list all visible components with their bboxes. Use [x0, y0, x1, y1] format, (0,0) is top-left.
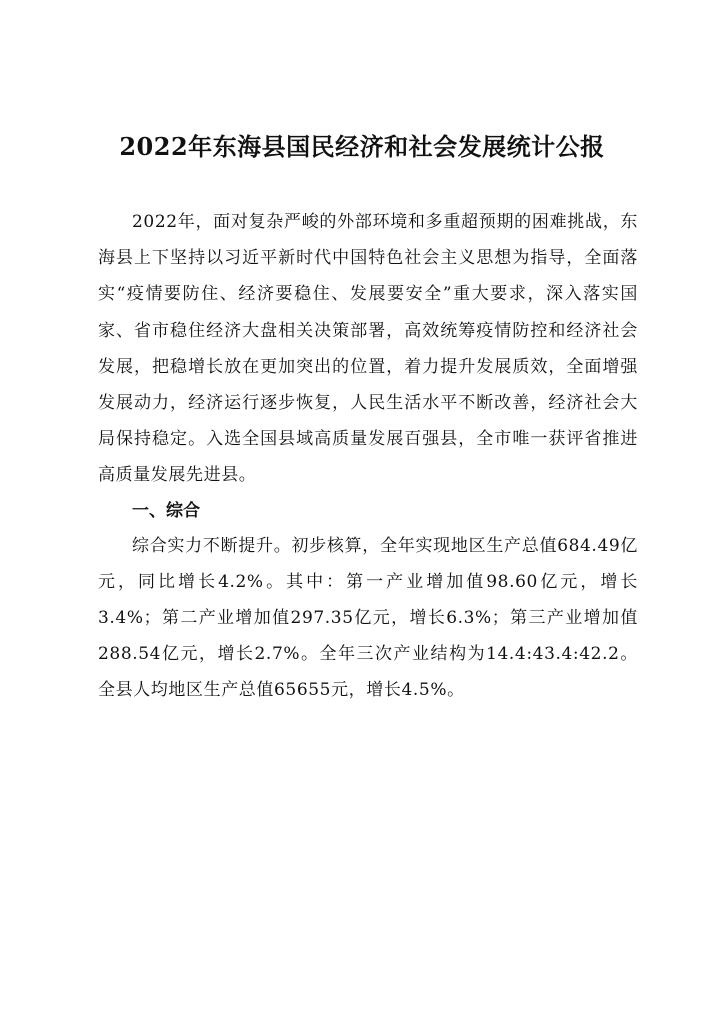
document-body: [98, 204, 638, 709]
document-title: 2022年东海县国民经济和社会发展统计公报: [119, 132, 605, 161]
section-heading-overview: 一、综合: [132, 500, 200, 521]
intro-paragraph: 2022年，面对复杂严峻的外部环境和多重超预期的困难挑战，东海县上下坚持以习近平新时代中国特色社会主义思想为指导，全面落实“疫情要防住、经济要稳住、发展要安全”重大要求，深入落实国家、省市稳住经济大盘相关决策部署，高效统筹疫情防控和经济社会发展，把稳增长放在更加突出的位置，着力提升发展质效，全面增强发展动力，经济运行逐步恢复，人民生活水平不断改善，经济社会大局保持稳定。入选全国县域高质量发展百强县，全市唯一获评省推进高质量发展先进县。: [98, 212, 638, 486]
overview-paragraph: 综合实力不断提升。初步核算，全年实现地区生产总值684.49亿元，同比增长4.2%。其中：第一产业增加值98.60亿元，增长3.4%；第二产业增加值297.35亿元，增长6.3%；第三产业增加值288.54亿元，增长2.7%。全年三次产业结构为14.4:43.4:42.2。全县人均地区生产总值65655元，增长4.5%。: [98, 535, 638, 701]
